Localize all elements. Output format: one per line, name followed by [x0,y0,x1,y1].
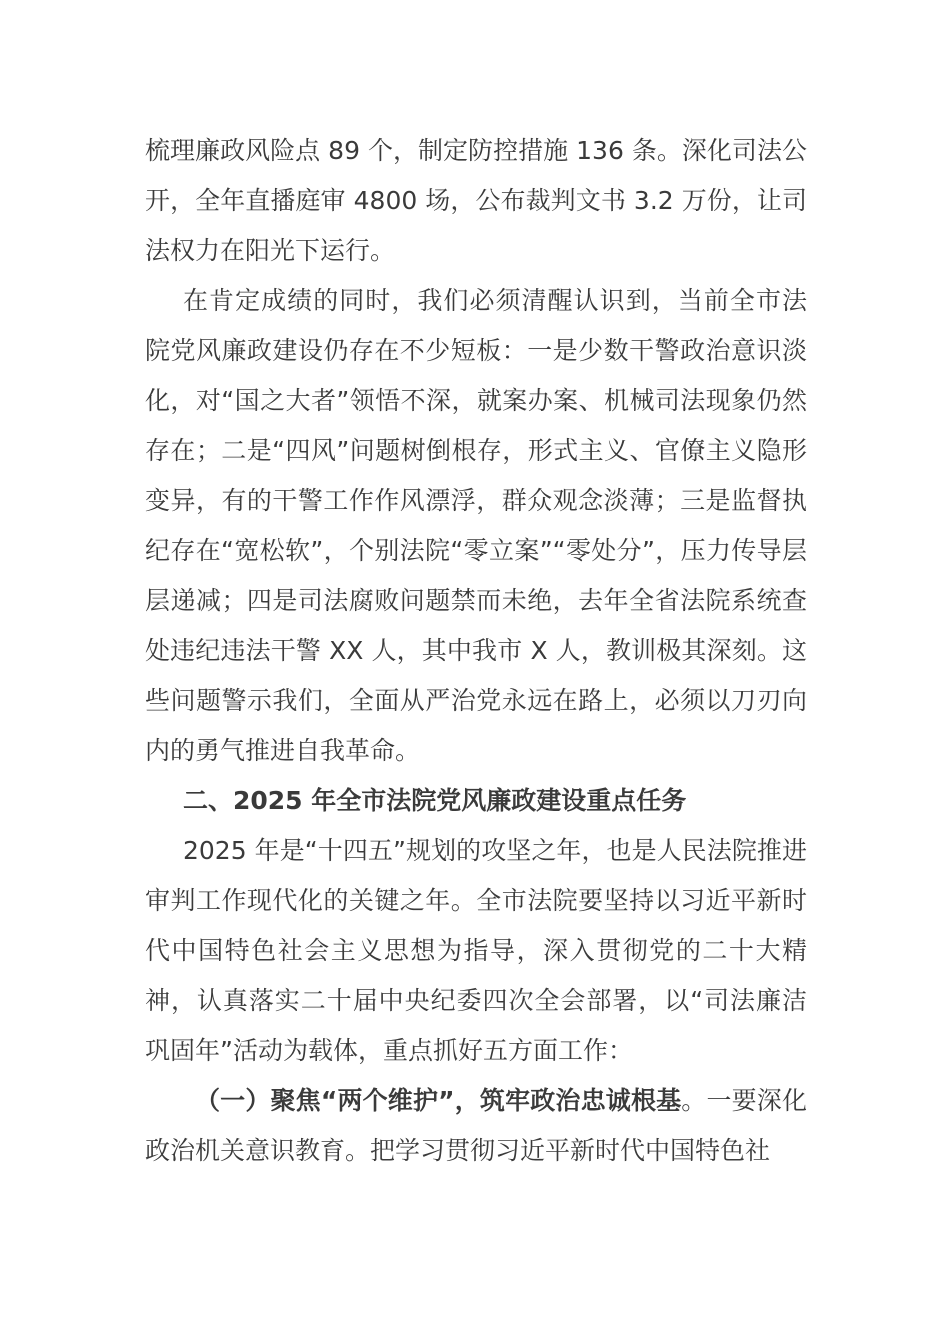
section-heading: 二、2025 年全市法院党风廉政建设重点任务 [183,786,687,815]
subsection-paragraph [145,1076,807,1176]
subsection-title: （一）聚焦“两个维护”，筑牢政治忠诚根基 [195,1086,682,1115]
section-intro-paragraph: 2025 年是“十四五”规划的攻坚之年，也是人民法院推进审判工作现代化的关键之年。全市法院要坚持以习近平新时代中国特色社会主义思想为指导，深入贯彻党的二十大精神，认真落实二十届中央纪委四次全会部署，以“司法廉洁巩固年”活动为载体，重点抓好五方面工作： [145,836,807,1065]
document-body [145,126,807,1176]
paragraph-shortcomings: 在肯定成绩的同时，我们必须清醒认识到，当前全市法院党风廉政建设仍存在不少短板：一是少数干警政治意识淡化，对“国之大者”领悟不深，就案办案、机械司法现象仍然存在；二是“四风”问题树倒根存，形式主义、官僚主义隐形变异，有的干警工作作风漂浮，群众观念淡薄；三是监督执纪存在“宽松软”，个别法院“零立案”“零处分”，压力传导层层递减；四是司法腐败问题禁而未绝，去年全省法院系统查处违纪违法干警 XX 人，其中我市 X 人，教训极其深刻。这些问题警示我们，全面从严治党永远在路上，必须以刀刃向内的勇气推进自我革命。 [145,286,807,765]
paragraph-risk-points: 梳理廉政风险点 89 个，制定防控措施 136 条。深化司法公开，全年直播庭审 4800 场，公布裁判文书 3.2 万份，让司法权力在阳光下运行。 [145,136,807,265]
subsection-text: 。一要深化政治机关意识教育。把学习贯彻习近平新时代中国特色社 [145,1086,807,1165]
